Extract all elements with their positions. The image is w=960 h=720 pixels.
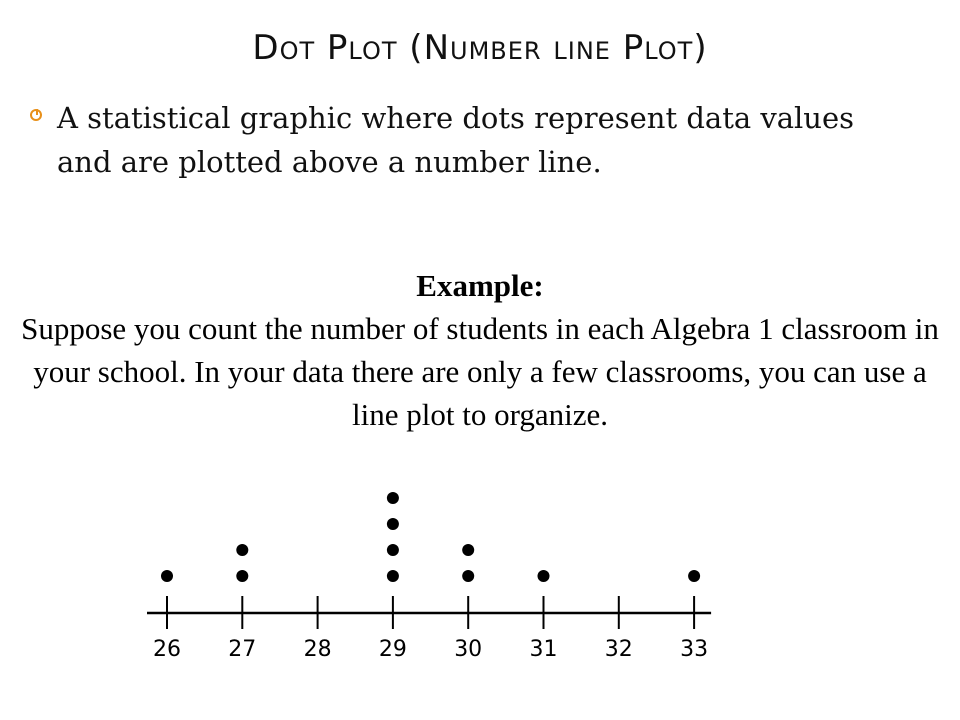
tick-label: 27 xyxy=(228,637,257,662)
data-dot xyxy=(387,544,399,556)
example-block xyxy=(20,264,940,436)
data-dot xyxy=(387,518,399,530)
data-dot xyxy=(161,570,173,582)
tick-label: 33 xyxy=(680,637,709,662)
example-text: Suppose you count the number of students in each Algebra 1 classroom in your school. In your data there are only a few classrooms, you can use a line plot to organize. xyxy=(21,311,939,432)
data-dot xyxy=(236,544,248,556)
tick-label: 31 xyxy=(529,637,558,662)
data-dot xyxy=(538,570,550,582)
data-dot xyxy=(462,570,474,582)
dot-plot-chart xyxy=(130,470,730,670)
data-dot xyxy=(462,544,474,556)
tick-label: 28 xyxy=(303,637,332,662)
data-dot xyxy=(387,570,399,582)
data-dot xyxy=(387,492,399,504)
tick-label: 26 xyxy=(153,637,181,662)
tick-label: 30 xyxy=(454,637,483,662)
bullet-item xyxy=(30,96,910,184)
tick-label: 32 xyxy=(604,637,633,662)
example-heading: Example: xyxy=(416,268,544,303)
bullet-text: A statistical graphic where dots represent data values and are plotted above a number line. xyxy=(57,101,855,179)
data-dot xyxy=(236,570,248,582)
bullet-circle-icon xyxy=(30,109,42,121)
tick-label: 29 xyxy=(378,637,407,662)
slide-title: Dot Plot (Number line Plot) xyxy=(252,28,708,68)
data-dot xyxy=(688,570,700,582)
